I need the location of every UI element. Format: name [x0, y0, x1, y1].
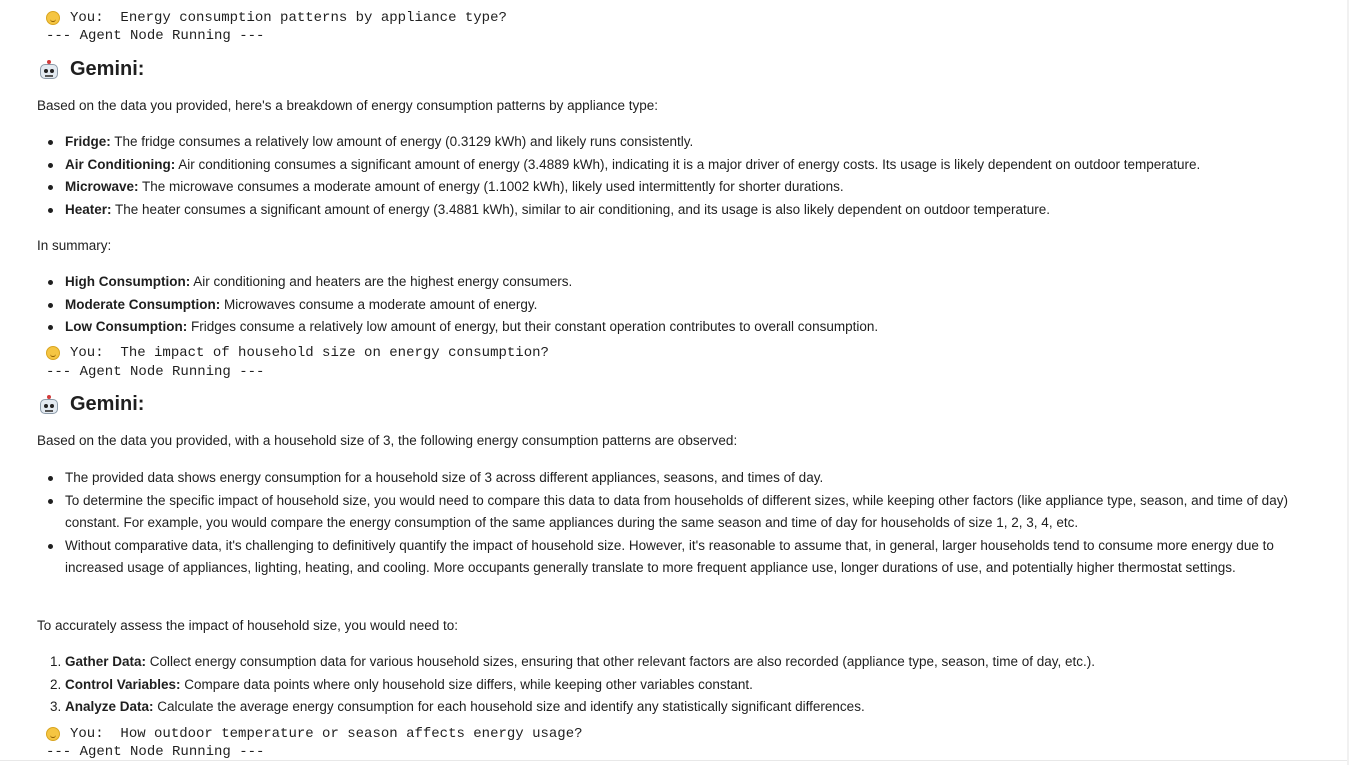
list-item: 3. Analyze Data: Calculate the average energy consumption for each household size and identify any statistically significant differences. [50, 699, 865, 714]
list-item: High Consumption: Air conditioning and heaters are the highest energy consumers. [37, 271, 1297, 294]
robot-icon [38, 60, 60, 80]
summary-intro: In summary: [37, 238, 112, 253]
divider [0, 760, 1349, 761]
agent-status: --- Agent Node Running --- [46, 744, 265, 760]
agent-name: Gemini: [70, 58, 145, 80]
response-intro: Based on the data you provided, with a household size of 3, the following energy consumption patterns are observed: [37, 433, 738, 448]
list-item: Air Conditioning: Air conditioning consumes a significant amount of energy (3.4889 kWh), indicating it is a major driver of energy costs. Its usage is likely dependent on outdoor temperature. [37, 154, 1297, 177]
user-prefix: You: [70, 726, 104, 742]
response-intro: Based on the data you provided, here's a breakdown of energy consumption patterns by appliance type: [37, 98, 658, 113]
list-item: Without comparative data, it's challenging to definitively quantify the impact of household size. However, it's reasonable to assume that, in general, larger households tend to consume more energy due to increased usage of appliances, lighting, heating, and cooling. More occupants generally translate to more frequent appliance use, longer durations of use, and potentially higher thermostat settings. [37, 535, 1297, 580]
user-question: Energy consumption patterns by appliance type? [120, 10, 507, 26]
agent-header-1 [38, 58, 144, 81]
robot-icon [38, 395, 60, 415]
user-prefix: You: [70, 345, 104, 361]
user-face-icon [46, 346, 60, 360]
list-item: The provided data shows energy consumption for a household size of 3 across different appliances, seasons, and times of day. [37, 467, 1297, 490]
household-points-list [37, 467, 1297, 580]
user-face-icon [46, 727, 60, 741]
list-item: Low Consumption: Fridges consume a relatively low amount of energy, but their constant operation contributes to overall consumption. [37, 316, 1297, 339]
list-item: 1. Gather Data: Collect energy consumption data for various household sizes, ensuring that other relevant factors are also recorded (appliance type, season, time of day, etc.). [50, 654, 1096, 669]
user-question: The impact of household size on energy consumption? [120, 345, 549, 361]
summary-list [37, 271, 1297, 339]
list-item: Heater: The heater consumes a significant amount of energy (3.4881 kWh), similar to air conditioning, and its usage is also likely dependent on outdoor temperature. [37, 199, 1297, 222]
steps-list [37, 651, 1297, 719]
list-item: Microwave: The microwave consumes a moderate amount of energy (1.1002 kWh), likely used intermittently for shorter durations. [37, 176, 1297, 199]
list-item: Moderate Consumption: Microwaves consume a moderate amount of energy. [37, 294, 1297, 317]
user-message-2 [46, 345, 549, 361]
user-question: How outdoor temperature or season affects energy usage? [120, 726, 583, 742]
steps-intro: To accurately assess the impact of household size, you would need to: [37, 618, 458, 633]
agent-name: Gemini: [70, 393, 145, 415]
list-item: To determine the specific impact of household size, you would need to compare this data to data from households of different sizes, while keeping other factors (like appliance type, season, and time of day) constant. For example, you would compare the energy consumption of the same appliances during the same season and time of day for households of size 1, 2, 3, 4, etc. [37, 490, 1297, 535]
user-message-3 [46, 726, 583, 742]
user-message-1 [46, 10, 507, 26]
list-item: Fridge: The fridge consumes a relatively low amount of energy (0.3129 kWh) and likely runs consistently. [37, 131, 1297, 154]
list-item: 2. Control Variables: Compare data points where only household size differs, while keeping other variables constant. [50, 676, 753, 692]
user-face-icon [46, 11, 60, 25]
user-prefix: You: [70, 10, 104, 26]
agent-status: --- Agent Node Running --- [46, 28, 265, 44]
agent-status: --- Agent Node Running --- [46, 364, 265, 380]
agent-header-2 [38, 393, 144, 416]
appliance-list [37, 131, 1297, 221]
